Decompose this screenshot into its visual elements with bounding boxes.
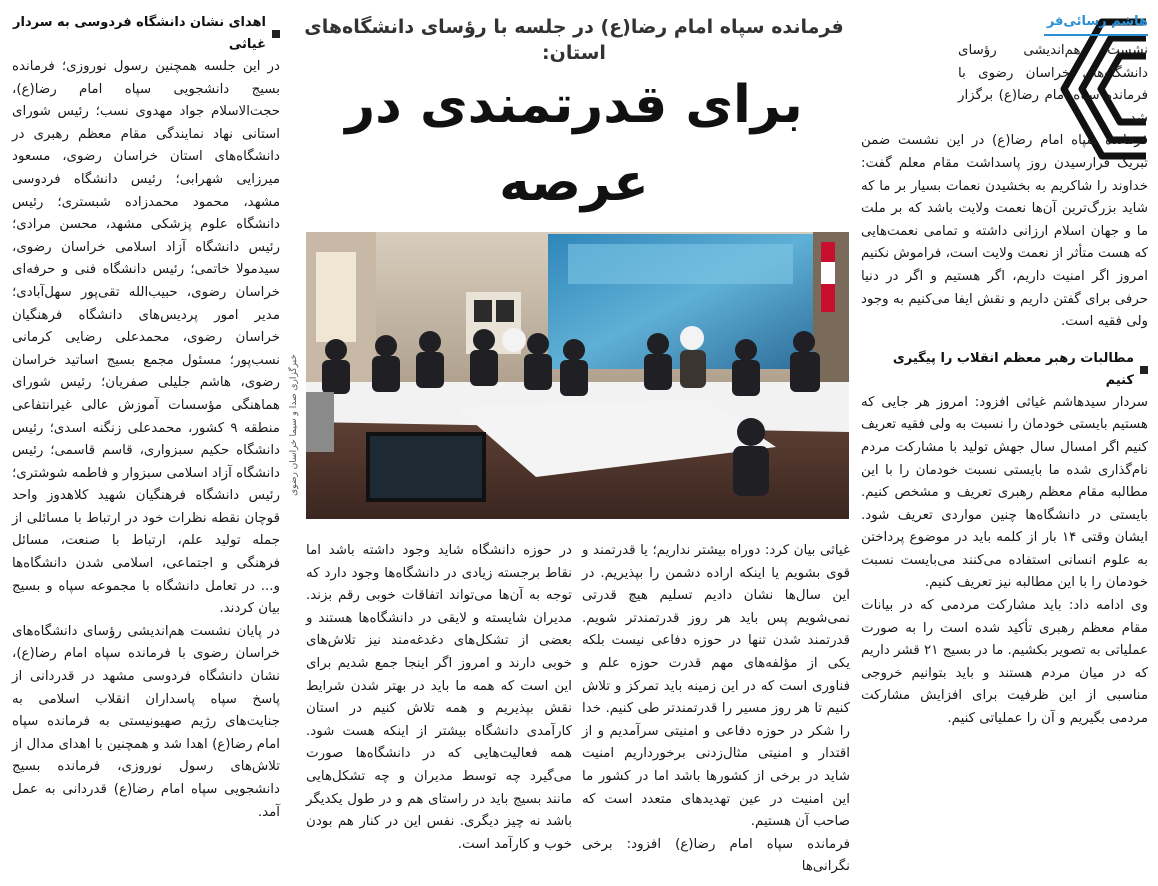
headline-line-1: برای قدرتمندی در عرصه (345, 75, 803, 213)
section-heading-demands (861, 348, 1148, 392)
meeting-photo (306, 232, 849, 519)
author-byline: هاشم رسائی‌فر (1046, 14, 1148, 29)
section-heading-text: اهدای نشان دانشگاه فردوسی به سردار غیاثی (13, 15, 266, 52)
right-paragraph-3: سردار سیدهاشم غیاثی افزود: امروز هر جایی که هستیم بایستی خودمان را نسبت به ولی فقیه تعریف کنیم اگر امسال سال جهش تولید با مشارکت مردم نام‌گذاری شده ما بایستی نسبت خودمان را با این مطالبه مقام معظم رهبری تعریف و مشخص کنیم. بایستی در دانشگاه‌ها چنین مواردی تعریف شود. ایشان وقتی ۱۴ بار از کلمه باید در موضوع پرداختن به علوم انسانی استفاده می‌کنند می‌بایست نسبت خودمان را با این مطالبه نیز تعریف کنیم. (861, 394, 1149, 591)
section-heading-text: مطالبات رهبر معظم انقلاب را پیگیری کنیم (892, 350, 1134, 388)
right-paragraph-2: فرمانده سپاه امام رضا(ع) در این نشست ضمن تبریک فرارسیدن روز پاسداشت مقام معلم گفت: خداوند را شاکریم به بخشیدن نعمات بسیار بر ما که شاید بزرگ‌ترین آن‌ها نعمت ولایت باشد که بر ملت ما و جهان اسلام ارزانی داشته و تمامی نعمت‌هایی که هست متأثر از نعمت ولایت است، فراموش نکنیم امروز اگر امنیت داریم، اگر هستیم و اگر در دنیا حرفی برای گفتن داریم و نقش ایفا می‌کنیم به وجود ولی فقیه است. (861, 133, 1148, 330)
kicker: فرمانده سپاه امام رضا(ع) در جلسه با رؤسای دانشگاه‌های استان: (304, 16, 844, 64)
author-rule (1044, 34, 1148, 36)
right-column (861, 12, 1148, 731)
left-paragraph-1: در این جلسه همچنین رسول نوروزی؛ فرمانده بسیج دانشجویی سپاه امام رضا(ع)، حجت‌الاسلام جواد مهدوی نسب؛ رئیس شورای استانی نهاد نمایندگی مقام معظم رهبری در دانشگاه‌های استان خراسان رضوی، مسعود میرزایی شهرابی؛ رئیس دانشگاه فردوسی مشهد، محمود محمدزاده شبستری؛ رئیس دانشگاه علوم پزشکی مشهد، محسن مرادی؛ رئیس دانشگاه آزاد اسلامی خراسان رضوی، سیدمولا خاتمی؛ رئیس دانشگاه فنی و حرفه‌ای خراسان رضوی، حبیب‌الله تقی‌پور سهل‌آبادی؛ مدیر امور پردیس‌های دانشگاه فرهنگیان خراسان رضوی، محمدعلی رضایی کرمانی نسب‌پور؛ مسئول مجمع بسیج اساتید خراسان رضوی، هاشم جلیلی صفریان؛ رئیس شورای هماهنگی مؤسسات آموزش عالی غیرانتفاعی منطقه ۹ کشور، محمدعلی زنگنه اسدی؛ رئیس دانشگاه حکیم سبزواری، قاسم قاسمی؛ رئیس دانشگاه آزاد اسلامی سبزوار و فاطمه شوشتری؛ رئیس دانشگاه فرهنگیان شهید کلاهدوز واحد قوچان نقطه نظرات خود در ارتباط با مسائلی از جمله تولید علم، ارتباط با صنعت، مسائل فرهنگی و اجتماعی، اسلامی شدن دانشگاه‌ها و... در تعامل دانشگاه با مجموعه سپاه و بسیج بیان کردند. (12, 59, 280, 617)
mid-left-paragraph-1: در حوزه دانشگاه شاید وجود داشته باشد اما نقاط برجسته زیادی در دانشگاه‌ها وجود دارد که توجه به آن‌ها می‌تواند اتفاقات خوبی رقم بزند. مدیران شایسته و لایقی در دانشگاه‌ها هستند و بعضی از تشکل‌های دغدغه‌مند نیز تلاش‌های خوبی دارند و امروز اگر اینجا جمع شدیم برای این است که همه ما باید در بهتر شدن شرایط نقش بپذیریم و همه تلاش کنیم در استان کارآمدی دانشگاه بیشتر از اینکه هست شود. همه فعالیت‌هایی که در دانشگاه‌ها صورت می‌گیرد چه توسط مدیران و چه تشکل‌هایی مانند بسیج باید در راستای هم و در طول یکدیگر باشد نه چیز دیگری. نفس این در کنار هم بودن خوب و کارآمد است. (306, 543, 572, 852)
mid-right-paragraph-1: غیاثی بیان کرد: دوراه بیشتر نداریم؛ یا قدرتمند و قوی بشویم یا اینکه اراده دشمن را بپذیریم. در این سال‌ها نشان دادیم تسلیم هیچ قدرتی نمی‌شویم پس باید هر روز قدرتمندتر شویم. قدرتمند شدن تنها در حوزه دفاعی نیست بلکه یکی از مؤلفه‌های مهم قدرت حوزه علم و فناوری است که در این زمینه باید تمرکز و تلاش کنیم تا هر روز مسیر را قدرتمندتر طی کنیم. خدا را شکر در حوزه دفاعی و امنیتی سرآمدیم و از اقتدار و امنیتی مثال‌زدنی برخورداریم امنیت شاید در برخی از کشورها باشد اما در کشور ما این امنیت در عین تهدیدهای متعدد است که صاحب آن هستیم. (582, 543, 850, 830)
mid-right-paragraph-2: فرمانده سپاه امام رضا(ع) افزود: برخی نگرانی‌ها (582, 836, 850, 875)
left-column (12, 12, 280, 824)
middle-right-column (582, 540, 850, 879)
square-bullet-icon (272, 30, 280, 38)
intro-paragraph: نشست هم‌اندیشی رؤسای دانشگاه‌های خراسان رضوی با فرمانده سپاه امام رضا(ع) برگزار شد. (958, 43, 1148, 126)
square-bullet-icon (1140, 366, 1148, 374)
left-paragraph-2: در پایان نشست هم‌اندیشی رؤسای دانشگاه‌های خراسان رضوی با فرمانده سپاه امام رضا(ع)، نشان دانشگاه فردوسی مشهد در قدردانی از پاسخ سپاه پاسداران انقلاب اسلامی به جنایت‌های رژیم صهیونیستی به فرمانده سپاه امام رضا(ع) اهدا شد و همچنین با اهدای مدال از تلاش‌های رسول نوروزی، فرمانده بسیج دانشجویی سپاه امام رضا(ع) قدردانی به عمل آمد. (12, 623, 280, 820)
photo-credit (284, 345, 300, 515)
middle-left-column (306, 540, 572, 856)
photo-credit-text: خبرگزاری صدا و سیما خراسان رضوی (289, 354, 299, 496)
section-heading-medal (12, 12, 280, 56)
right-paragraph-4: وی ادامه داد: باید مشارکت مردمی که در بیانات مقام معظم رهبری تأکید شده است را به صورت عملیاتی به تصویر بکشیم. ما در بسیج ۲۱ قشر داریم که در میان مردم هستند و باید بتوانیم خروجی مناسبی از این ظرفیت برای افزایش مشارکت مردمی بگیریم و آن را عملیاتی کنیم. (861, 598, 1148, 727)
